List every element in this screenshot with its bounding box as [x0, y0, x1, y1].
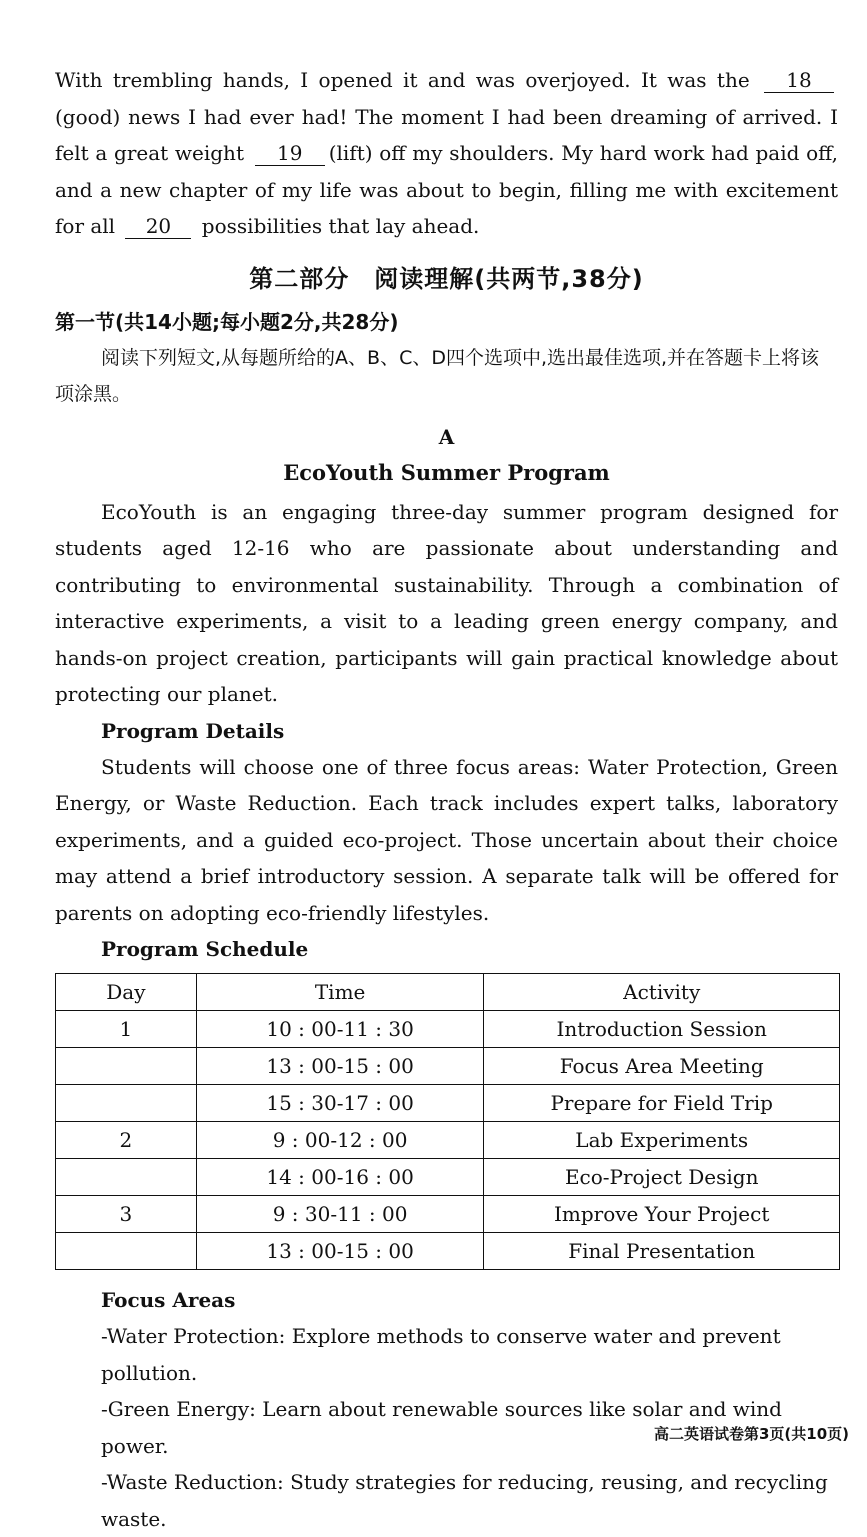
cell-time: 9 : 00-12 : 00 [196, 1122, 484, 1159]
blank-19: 19 [255, 141, 325, 166]
schedule-table [55, 973, 840, 1270]
table-row [56, 1048, 840, 1085]
focus-item-water: -Water Protection: Explore methods to conserve water and prevent pollution. [101, 1324, 781, 1385]
cloze-text-3: off my shoulders. My hard work had paid off, and a new chapter of my life was about to begin, filling me with excitement for all [55, 141, 839, 238]
instruction-text: 阅读下列短文,从每题所给的A、B、C、D四个选项中,选出最佳选项,并在答题卡上将该项涂黑。 [55, 346, 820, 405]
focus-heading: Focus Areas [101, 1288, 236, 1312]
cloze-text-1: With trembling hands, I opened it and was overjoyed. It was the [55, 68, 750, 92]
cell-activity: Eco-Project Design [484, 1159, 840, 1196]
cell-day: 1 [56, 1011, 197, 1048]
schedule-header-row [56, 974, 840, 1011]
cell-day [56, 1085, 197, 1122]
cell-day: 2 [56, 1122, 197, 1159]
hint-18: (good) [55, 104, 121, 129]
header-time: Time [196, 974, 484, 1011]
cloze-text-4: possibilities that lay ahead. [201, 214, 480, 238]
cell-time: 13 : 00-15 : 00 [196, 1233, 484, 1270]
cloze-text-2: news I had ever had! The moment I had been dreaming of arrived. I felt a great weight [55, 104, 838, 165]
header-day: Day [56, 974, 197, 1011]
cell-day [56, 1159, 197, 1196]
schedule-heading: Program Schedule [101, 937, 309, 961]
table-row [56, 1196, 840, 1233]
cell-activity: Prepare for Field Trip [484, 1085, 840, 1122]
cell-activity: Improve Your Project [484, 1196, 840, 1233]
cell-day [56, 1048, 197, 1085]
cloze-paragraph [55, 62, 838, 245]
table-row [56, 1233, 840, 1270]
table-row [56, 1122, 840, 1159]
table-row [56, 1085, 840, 1122]
passage-title: EcoYouth Summer Program [283, 459, 610, 485]
passage-intro: EcoYouth is an engaging three-day summer program designed for students aged 12-16 who are passionate about understanding and contributing to environmental sustainability. Through a combination of interactive experiments, a visit to a leading green energy company, and hands-on project creation, participants will gain practical knowledge about protecting our planet. [55, 499, 838, 706]
table-row [56, 1159, 840, 1196]
blank-18: 18 [764, 68, 834, 93]
cell-activity: Lab Experiments [484, 1122, 840, 1159]
details-heading: Program Details [101, 718, 285, 743]
cell-time: 10 : 00-11 : 30 [196, 1011, 484, 1048]
focus-item-energy: -Green Energy: Learn about renewable sources like solar and wind power. [101, 1397, 782, 1458]
cell-day: 3 [56, 1196, 197, 1233]
cell-activity: Focus Area Meeting [484, 1048, 840, 1085]
focus-item-waste: -Waste Reduction: Study strategies for reducing, reusing, and recycling waste. [101, 1470, 828, 1531]
exam-page [55, 62, 838, 1537]
cell-activity: Final Presentation [484, 1233, 840, 1270]
cell-time: 13 : 00-15 : 00 [196, 1048, 484, 1085]
details-text: Students will choose one of three focus areas: Water Protection, Green Energy, or Waste Reduction. Each track includes expert talks, laboratory experiments, and a guided eco-project. Those uncertain about their choice may attend a brief introductory session. A separate talk will be offered for parents on adopting eco-friendly lifestyles. [55, 754, 838, 925]
cell-time: 14 : 00-16 : 00 [196, 1159, 484, 1196]
page-footer: 高二英语试卷第3页(共10页) [653, 1425, 849, 1443]
cell-time: 9 : 30-11 : 00 [196, 1196, 484, 1233]
section-title: 第二部分 阅读理解(共两节,38分) [249, 264, 644, 293]
hint-19: (lift) [328, 141, 373, 165]
header-activity: Activity [484, 974, 840, 1011]
cell-day [56, 1233, 197, 1270]
cell-time: 15 : 30-17 : 00 [196, 1085, 484, 1122]
passage-letter: A [438, 424, 455, 449]
subsection-title: 第一节(共14小题;每小题2分,共28分) [55, 309, 399, 334]
table-row [56, 1011, 840, 1048]
blank-20: 20 [125, 214, 191, 239]
cell-activity: Introduction Session [484, 1011, 840, 1048]
